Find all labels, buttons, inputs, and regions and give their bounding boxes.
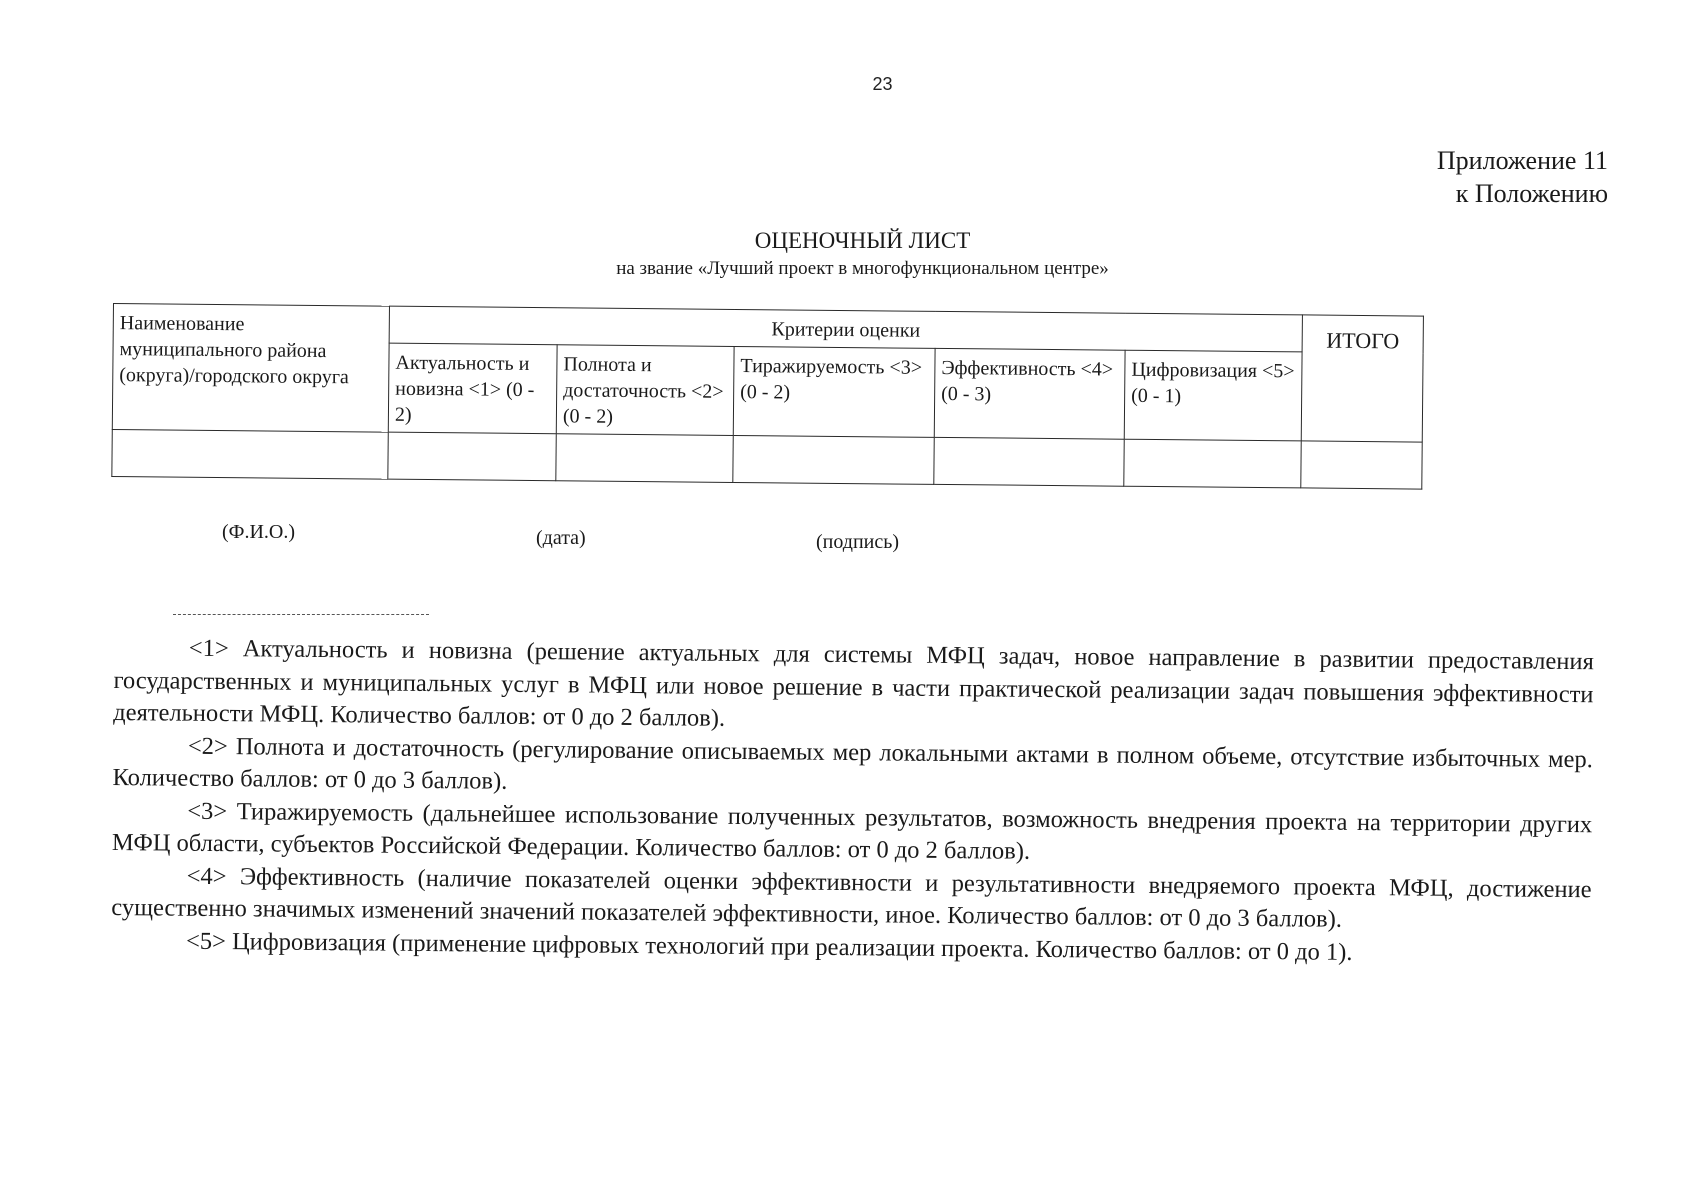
page-number: 23 [872,74,893,94]
criterion-replicability-header: Тиражируемость <3> (0 - 2) [733,346,935,437]
replicability-score-cell[interactable] [733,435,934,484]
document-title: ОЦЕНОЧНЫЙ ЛИСТ [754,228,971,253]
relevance-score-cell[interactable] [388,432,556,481]
total-score-cell[interactable] [1301,441,1422,489]
digitalization-score-cell[interactable] [1124,439,1302,488]
criterion-relevance-header: Актуальность и новизна <1> (0 - 2) [388,343,557,434]
signature-date-label: (дата) [536,527,586,549]
document-subtitle: на звание «Лучший проект в многофункциональном центре» [616,258,1109,279]
criterion-digitalization-header: Цифровизация <5> (0 - 1) [1124,350,1302,441]
appendix-line-2: к Положению [1455,179,1608,208]
evaluation-table [111,303,1424,490]
criteria-header: Критерии оценки [389,306,1302,352]
signature-fio-label: (Ф.И.О.) [222,521,296,543]
signature-sign-label: (подпись) [816,531,900,553]
footnote-separator [173,614,429,615]
appendix-line-1: Приложение 11 [1436,146,1608,175]
footnotes [111,632,1594,971]
municipality-name-header: Наименование муниципального района (округа)/городского округа [112,304,389,433]
completeness-score-cell[interactable] [556,434,733,483]
footnote-1: <1> Актуальность и новизна (решение актуальных для системы МФЦ задач, новое направление в развитии предоставления государственных и муниципальных услуг в МФЦ или новое решение в части практической реализации задач повышения эффективности деятельности МФЦ. Количество баллов: от 0 до 2 баллов). [113,634,1594,732]
criterion-completeness-header: Полнота и достаточность <2> (0 - 2) [556,345,734,436]
footnote-3: <3> Тиражируемость (дальнейшее использование полученных результатов, возможность внедрения проекта на территории других МФЦ области, субъектов Российской Федерации. Количество баллов: от 0 до 2 баллов). [111,797,1593,865]
table-header-row [113,304,1423,354]
efficiency-score-cell[interactable] [934,437,1124,486]
footnote-4: <4> Эффективность (наличие показателей оценки эффективности и результативности внедряемого проекта МФЦ, достижение существенно значимых изменений значений показателей эффективности, иное. Количество баллов: от 0 до 3 баллов). [111,862,1592,933]
footnote-5: <5> Цифровизация (применение цифровых технологий при реализации проекта. Количество баллов: от 0 до 1). [185,927,1353,966]
total-header: ИТОГО [1301,315,1423,442]
criterion-efficiency-header: Эффективность <4> (0 - 3) [934,348,1125,439]
footnote-2: <2> Полнота и достаточность (регулирование описываемых мер локальными актами в полном объеме, отсутствие избыточных мер. Количество баллов: от 0 до 3 баллов). [112,732,1593,795]
appendix-reference [1437,144,1608,210]
municipality-name-cell[interactable] [112,429,388,479]
